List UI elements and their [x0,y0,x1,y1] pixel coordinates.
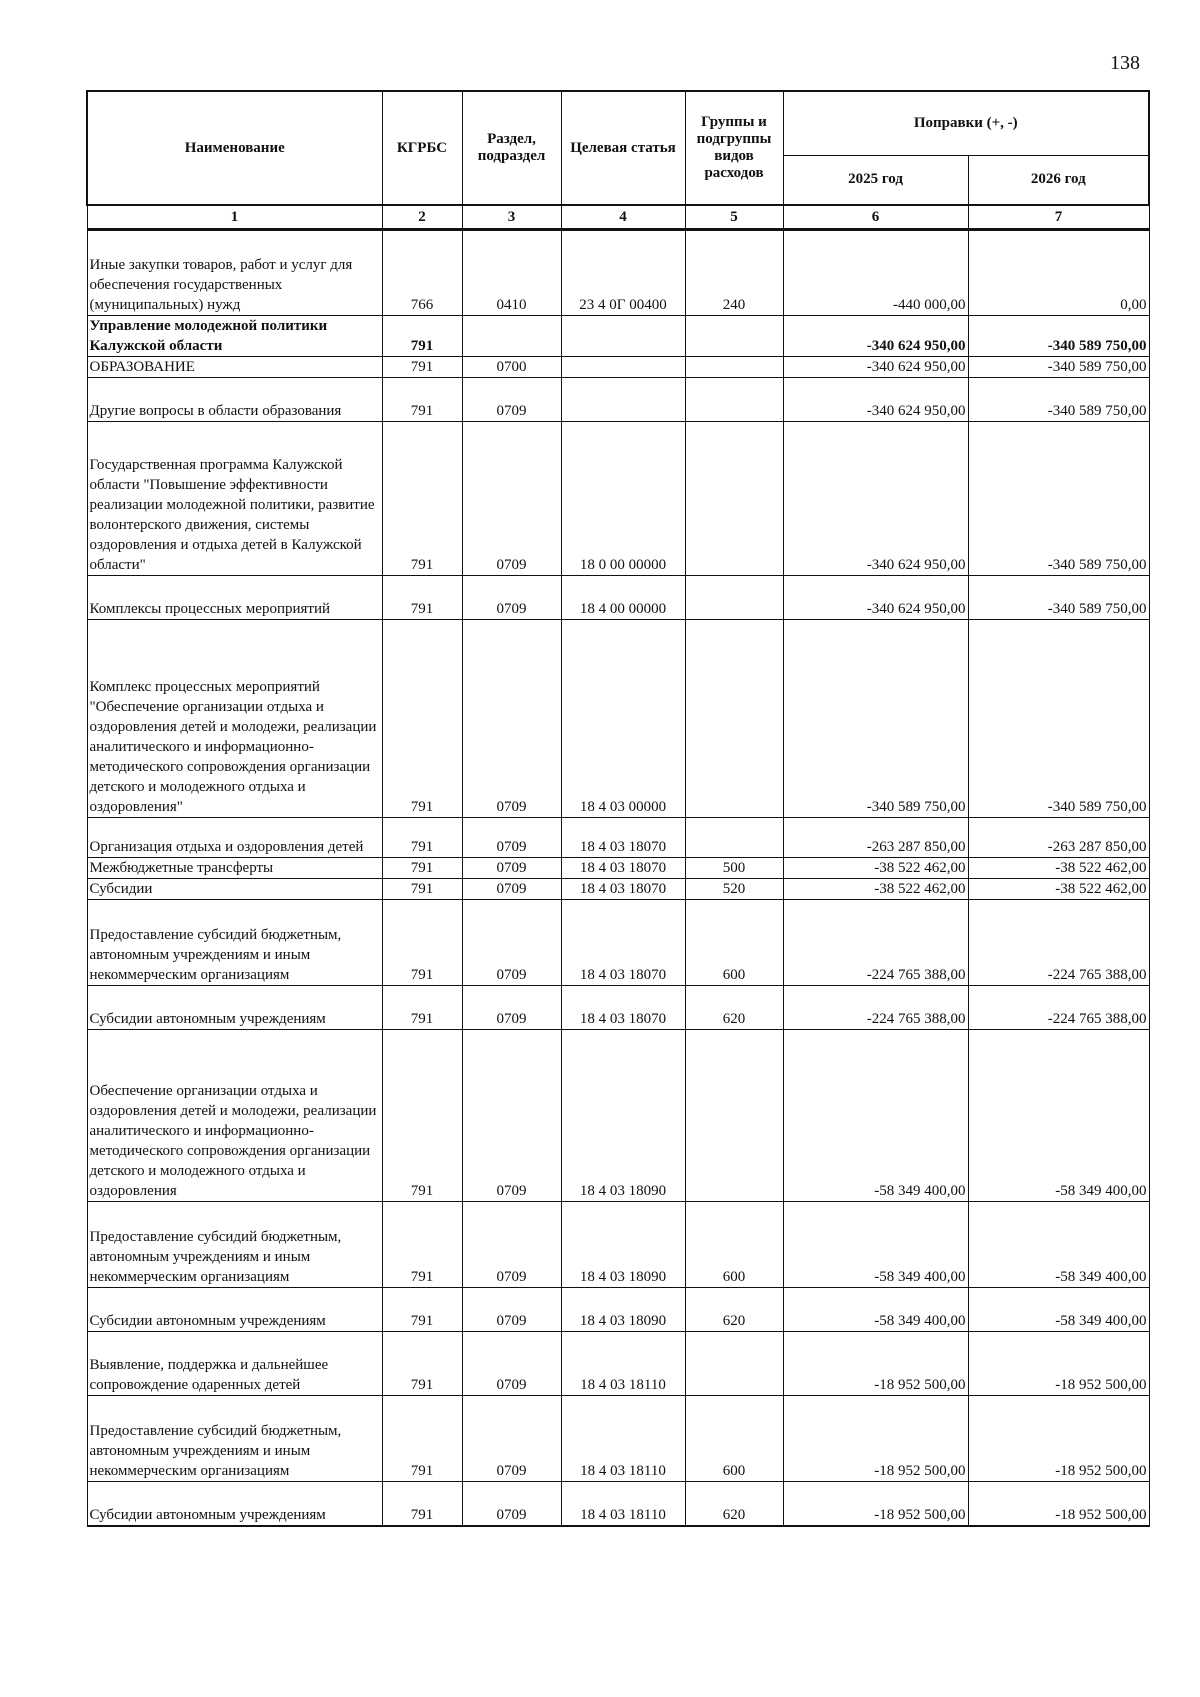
row-section: 0709 [462,818,561,858]
row-name: Предоставление субсидий бюджетным, автономным учреждениям и иным некоммерческим организациям [87,900,382,986]
row-group [685,818,783,858]
header-section: Раздел, подраздел [462,91,561,205]
row-name: Иные закупки товаров, работ и услуг для обеспечения государственных (муниципальных) нужд [87,230,382,316]
row-2025: -340 589 750,00 [783,620,968,818]
page-number: 138 [1110,52,1140,74]
row-group: 520 [685,879,783,900]
table-row [87,900,1149,986]
row-name: Выявление, поддержка и дальнейшее сопровождение одаренных детей [87,1332,382,1396]
row-kgrbs: 791 [382,576,462,620]
table-row [87,1202,1149,1288]
row-target: 18 4 03 18090 [561,1030,685,1202]
row-group: 600 [685,1396,783,1482]
row-2025: -440 000,00 [783,230,968,316]
row-target [561,357,685,378]
row-2025: -58 349 400,00 [783,1202,968,1288]
row-section: 0709 [462,986,561,1030]
row-name: Управление молодежной политики Калужской области [87,316,382,357]
row-kgrbs: 791 [382,1396,462,1482]
row-2026: -38 522 462,00 [968,879,1149,900]
row-section: 0410 [462,230,561,316]
row-target: 18 4 03 18090 [561,1202,685,1288]
table-row [87,858,1149,879]
row-section: 0709 [462,1396,561,1482]
table-row [87,620,1149,818]
header-groups: Группы и подгруппы видов расходов [685,91,783,205]
row-group [685,1030,783,1202]
row-kgrbs: 791 [382,1482,462,1526]
table-row [87,316,1149,357]
row-name: Субсидии автономным учреждениям [87,986,382,1030]
row-target [561,378,685,422]
row-kgrbs: 766 [382,230,462,316]
row-2025: -224 765 388,00 [783,900,968,986]
header-target: Целевая статья [561,91,685,205]
row-2025: -18 952 500,00 [783,1396,968,1482]
row-name: Субсидии автономным учреждениям [87,1482,382,1526]
row-name: Комплексы процессных мероприятий [87,576,382,620]
row-section: 0709 [462,620,561,818]
row-name: Предоставление субсидий бюджетным, автономным учреждениям и иным некоммерческим организациям [87,1202,382,1288]
row-kgrbs: 791 [382,1288,462,1332]
row-target: 18 4 03 18070 [561,879,685,900]
row-name: ОБРАЗОВАНИЕ [87,357,382,378]
row-2026: -38 522 462,00 [968,858,1149,879]
row-name: Государственная программа Калужской области "Повышение эффективности реализации молодежной политики, развитие волонтерского движения, системы оздоровления и отдыха детей в Калужской области" [87,422,382,576]
header-kgrbs: КГРБС [382,91,462,205]
table-row [87,576,1149,620]
row-target: 18 0 00 00000 [561,422,685,576]
row-target [561,316,685,357]
header-2026: 2026 год [968,155,1149,205]
table-row [87,818,1149,858]
row-2026: -58 349 400,00 [968,1202,1149,1288]
row-kgrbs: 791 [382,900,462,986]
row-group: 620 [685,1482,783,1526]
row-target: 18 4 03 18110 [561,1396,685,1482]
row-2025: -340 624 950,00 [783,422,968,576]
row-group: 600 [685,900,783,986]
row-name: Другие вопросы в области образования [87,378,382,422]
row-kgrbs: 791 [382,422,462,576]
row-name: Комплекс процессных мероприятий "Обеспечение организации отдыха и оздоровления детей и молодежи, реализации аналитического и информационно-методического сопровождения организации детского и молодежного отдыха и оздоровления" [87,620,382,818]
row-section [462,316,561,357]
budget-amendments-table [86,90,1150,1527]
row-group [685,576,783,620]
row-kgrbs: 791 [382,858,462,879]
row-target: 18 4 03 18110 [561,1482,685,1526]
row-group [685,378,783,422]
row-2026: -340 589 750,00 [968,422,1149,576]
row-2026: -58 349 400,00 [968,1288,1149,1332]
table-row [87,378,1149,422]
row-2025: -340 624 950,00 [783,357,968,378]
row-2026: -224 765 388,00 [968,986,1149,1030]
row-2026: -340 589 750,00 [968,357,1149,378]
column-number: 1 [87,205,382,230]
column-number: 2 [382,205,462,230]
table-row [87,986,1149,1030]
row-target: 18 4 03 18070 [561,818,685,858]
row-target: 18 4 03 18110 [561,1332,685,1396]
row-group: 620 [685,986,783,1030]
row-name: Межбюджетные трансферты [87,858,382,879]
row-group [685,1332,783,1396]
row-2026: -340 589 750,00 [968,378,1149,422]
row-target: 18 4 00 00000 [561,576,685,620]
row-name: Обеспечение организации отдыха и оздоровления детей и молодежи, реализации аналитического и информационно-методического сопровождения организации детского и молодежного отдыха и оздоровления [87,1030,382,1202]
row-2026: -224 765 388,00 [968,900,1149,986]
row-2025: -340 624 950,00 [783,316,968,357]
row-section: 0709 [462,1030,561,1202]
row-2025: -18 952 500,00 [783,1332,968,1396]
row-kgrbs: 791 [382,378,462,422]
table-row [87,879,1149,900]
row-2025: -58 349 400,00 [783,1030,968,1202]
row-kgrbs: 791 [382,1202,462,1288]
table-row [87,230,1149,316]
row-2026: -340 589 750,00 [968,576,1149,620]
table-row [87,1030,1149,1202]
table-row [87,1288,1149,1332]
row-group [685,357,783,378]
row-group [685,620,783,818]
row-group: 500 [685,858,783,879]
header-name: Наименование [87,91,382,205]
row-target: 18 4 03 18070 [561,858,685,879]
row-2025: -58 349 400,00 [783,1288,968,1332]
row-2025: -224 765 388,00 [783,986,968,1030]
row-section: 0709 [462,1202,561,1288]
row-target: 18 4 03 18070 [561,986,685,1030]
row-section: 0709 [462,858,561,879]
row-section: 0709 [462,879,561,900]
row-group: 240 [685,230,783,316]
row-kgrbs: 791 [382,1332,462,1396]
row-2025: -340 624 950,00 [783,378,968,422]
row-2026: -18 952 500,00 [968,1396,1149,1482]
table-row [87,1482,1149,1526]
row-2026: -18 952 500,00 [968,1332,1149,1396]
row-name: Субсидии [87,879,382,900]
column-number: 7 [968,205,1149,230]
row-2026: -58 349 400,00 [968,1030,1149,1202]
row-target: 18 4 03 18090 [561,1288,685,1332]
row-kgrbs: 791 [382,986,462,1030]
row-2026: 0,00 [968,230,1149,316]
column-number: 6 [783,205,968,230]
row-section: 0700 [462,357,561,378]
table-row [87,1396,1149,1482]
header-2025: 2025 год [783,155,968,205]
row-kgrbs: 791 [382,1030,462,1202]
column-number: 5 [685,205,783,230]
row-kgrbs: 791 [382,818,462,858]
row-2025: -263 287 850,00 [783,818,968,858]
row-kgrbs: 791 [382,357,462,378]
row-2026: -263 287 850,00 [968,818,1149,858]
column-number: 3 [462,205,561,230]
row-group: 600 [685,1202,783,1288]
row-2026: -340 589 750,00 [968,620,1149,818]
row-2025: -18 952 500,00 [783,1482,968,1526]
row-kgrbs: 791 [382,620,462,818]
row-2026: -340 589 750,00 [968,316,1149,357]
row-section: 0709 [462,422,561,576]
row-2025: -38 522 462,00 [783,858,968,879]
table-row [87,357,1149,378]
row-section: 0709 [462,576,561,620]
table-row [87,1332,1149,1396]
row-group: 620 [685,1288,783,1332]
row-target: 23 4 0Г 00400 [561,230,685,316]
row-section: 0709 [462,1332,561,1396]
row-name: Субсидии автономным учреждениям [87,1288,382,1332]
row-section: 0709 [462,900,561,986]
row-section: 0709 [462,1288,561,1332]
row-2025: -340 624 950,00 [783,576,968,620]
row-group [685,422,783,576]
row-name: Организация отдыха и оздоровления детей [87,818,382,858]
row-2025: -38 522 462,00 [783,879,968,900]
row-target: 18 4 03 00000 [561,620,685,818]
table-row [87,422,1149,576]
row-kgrbs: 791 [382,879,462,900]
row-section: 0709 [462,1482,561,1526]
row-2026: -18 952 500,00 [968,1482,1149,1526]
row-target: 18 4 03 18070 [561,900,685,986]
row-name: Предоставление субсидий бюджетным, автономным учреждениям и иным некоммерческим организациям [87,1396,382,1482]
row-section: 0709 [462,378,561,422]
row-kgrbs: 791 [382,316,462,357]
row-group [685,316,783,357]
column-number: 4 [561,205,685,230]
header-amendments: Поправки (+, -) [783,91,1149,155]
